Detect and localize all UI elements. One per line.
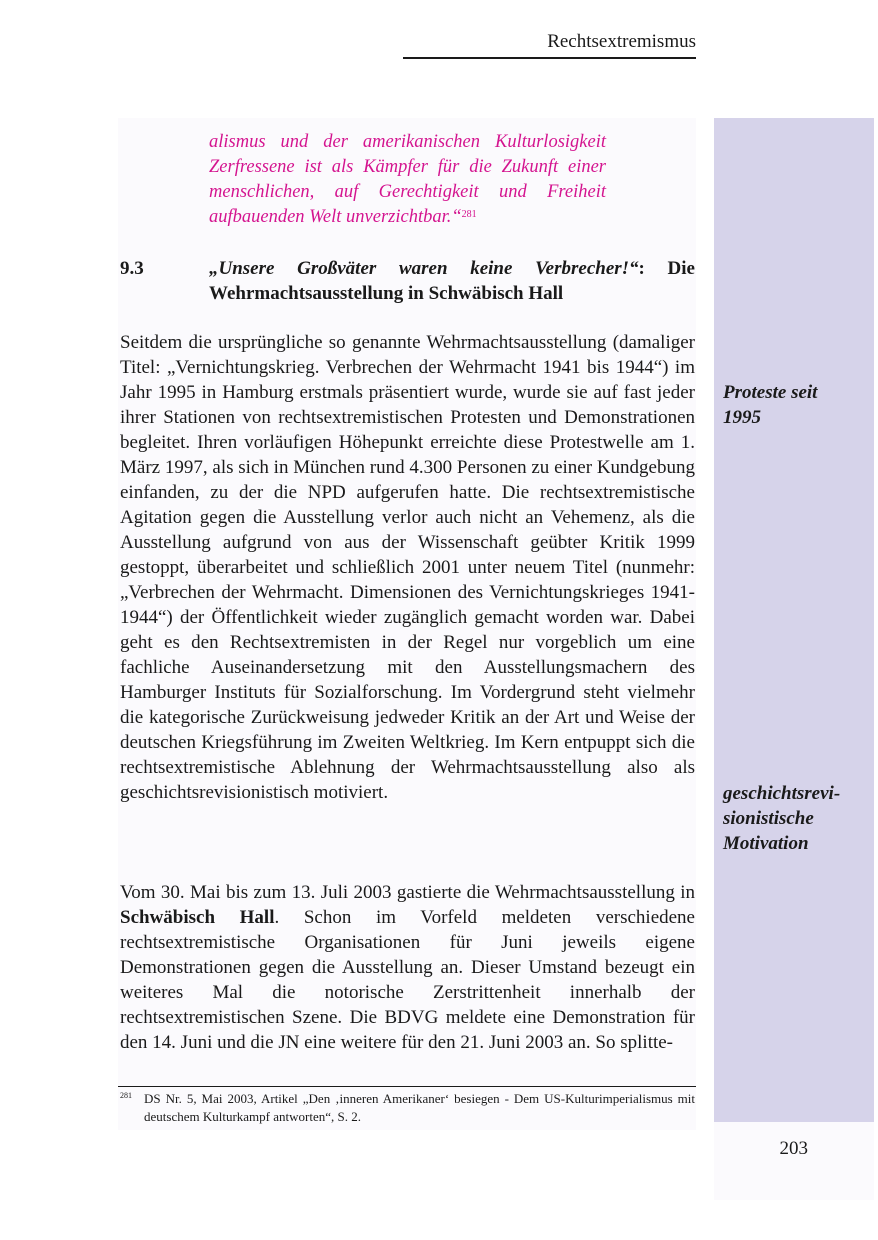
margin-note-motivation [723, 781, 840, 856]
margin-note-motivation-line2: sionistische [723, 808, 814, 829]
block-quote [209, 130, 606, 230]
paragraph-2-start: Vom 30. Mai bis zum 13. Juli 2003 gastierte die Wehrmachtsausstellung in [120, 882, 695, 903]
paragraph-2-end: . Schon im Vorfeld meldeten verschiedene rechtsextremistische Organisationen für Juni jeweils eigene Demonstrationen gegen die Ausstellung an. Dieser Umstand bezeugt ein weiteres Mal die notorische Zerstrittenheit innerhalb der rechtsextremistischen Szene. Die BDVG meldete eine Demonstration für den 14. Juni und die JN eine weitere für den 21. Juni 2003 an. So splitte- [120, 907, 695, 1053]
quote-text: alismus und der amerikanischen Kulturlosigkeit Zerfressene ist als Kämpfer für die Zukunft einer menschlichen, auf Gerechtigkeit und Freiheit aufbauenden Welt unverzichtbar.“ [209, 132, 606, 227]
margin-note-protests-line2: 1995 [723, 407, 761, 428]
margin-sidebar [714, 118, 874, 1122]
section-title-rest: : Die Wehrmachtsausstellung in Schwäbisch Hall [209, 258, 695, 304]
margin-note-protests [723, 380, 817, 430]
margin-note-motivation-line3: Motivation [723, 833, 809, 854]
margin-note-motivation-line1: geschichtsrevi- [723, 783, 841, 804]
page-number: 203 [779, 1138, 808, 1159]
footnote-text: DS Nr. 5, Mai 2003, Artikel „Den ‚inneren Amerikaner‘ besiegen - Dem US-Kulturimperialismus mit deutschem Kulturkampf antworten“, S. 2. [144, 1091, 695, 1124]
section-title-quote: „Unsere Großväter waren keine Verbrecher!“ [209, 258, 639, 279]
section-title [209, 256, 695, 306]
paragraph-2 [120, 880, 695, 1055]
footnote-number: 281 [120, 1091, 132, 1100]
section-number: 9.3 [120, 258, 144, 279]
page-number-box [714, 1122, 874, 1200]
footnote-divider [118, 1086, 696, 1087]
paragraph-1: Seitdem die ursprüngliche so genannte Wehrmachtsausstellung (damaliger Titel: „Vernichtungskrieg. Verbrechen der Wehrmacht 1941 bis 1944“) im Jahr 1995 in Hamburg erstmals präsentiert wurde, wurde sie auf fast jeder ihrer Stationen von rechtsextremistischen Protesten und Demonstrationen begleitet. Ihren vorläufigen Höhepunkt erreichte diese Protestwelle am 1. März 1997, als sich in München rund 4.300 Personen zu einer Kundgebung einfanden, zu der die NPD aufgerufen hatte. Die rechtsextremistische Agitation gegen die Ausstellung verlor auch nicht an Vehemenz, als die Ausstellung aufgrund von aus der Wissenschaft geübter Kritik 1999 gestoppt, überarbeitet und schließlich 2001 unter neuem Titel (nunmehr: „Verbrechen der Wehrmacht. Dimensionen des Vernichtungskrieges 1941-1944“) der Öffentlichkeit wieder zugänglich gemacht worden war. Dabei geht es den Rechtsextremisten in der Regel nur vorgeblich um eine fachliche Auseinandersetzung mit den Ausstellungsmachern des Hamburger Instituts für Sozialforschung. Im Vordergrund steht vielmehr die kategorische Zurückweisung jedweder Kritik an der Art und Weise der deutschen Kriegsführung im Zweiten Weltkrieg. Im Kern entpuppt sich die rechtsextremistische Ablehnung der Wehrmachtsausstellung also als geschichtsrevisionistisch motiviert. [120, 332, 695, 803]
quote-footnote-ref: 281 [461, 209, 477, 220]
margin-note-protests-line1: Proteste seit [723, 382, 818, 403]
running-header: Rechtsextremismus [403, 30, 696, 59]
place-name-bold: Schwäbisch Hall [120, 907, 275, 928]
